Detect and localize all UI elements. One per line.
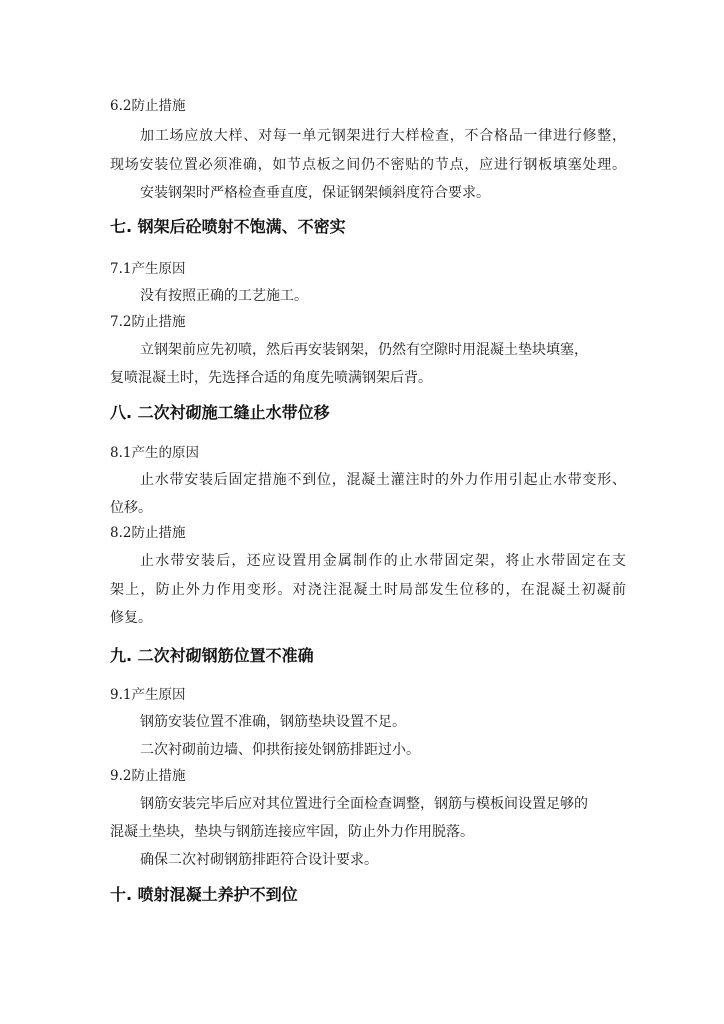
subsection-9-1-label: 9.1产生原因	[110, 687, 186, 703]
paragraph-line: 混凝土垫块，垫块与钢筋连接应牢固，防止外力作用脱落。	[110, 824, 474, 840]
paragraph-line: 确保二次衬砌钢筋排距符合设计要求。	[140, 852, 378, 868]
subsection-6-2-label: 6.2防止措施	[110, 98, 186, 114]
subsection-8-1-label: 8.1产生的原因	[110, 445, 199, 461]
section-10-heading: 十. 喷射混凝土养护不到位	[110, 885, 298, 904]
paragraph-line: 架上，防止外力作用变形。对浇注混凝土时局部发生位移的，在混凝土初凝前	[110, 582, 626, 598]
paragraph-line: 位移。	[110, 500, 152, 516]
subsection-7-1-label: 7.1产生原因	[110, 261, 186, 277]
paragraph-line: 止水带安装后，还应设置用金属制作的止水带固定架，将止水带固定在支	[140, 553, 626, 569]
paragraph-line: 钢筋安装完毕后应对其位置进行全面检查调整，钢筋与模板间设置足够的	[140, 796, 588, 812]
section-8-heading: 八. 二次衬砌施工缝止水带位移	[110, 403, 330, 422]
paragraph-line: 二次衬砌前边墙、仰拱衔接处钢筋排距过小。	[140, 742, 420, 758]
subsection-9-2-label: 9.2防止措施	[110, 768, 186, 784]
paragraph-line: 修复。	[110, 610, 152, 626]
paragraph-line: 复喷混凝土时，先选择合适的角度先喷满钢架后背。	[110, 370, 432, 386]
section-7-heading: 七. 钢架后砼喷射不饱满、不密实	[110, 217, 346, 236]
paragraph-line: 钢筋安装位置不准确，钢筋垫块设置不足。	[140, 714, 406, 730]
paragraph-line: 没有按照正确的工艺施工。	[140, 288, 308, 304]
section-9-heading: 九. 二次衬砌钢筋位置不准确	[110, 646, 314, 665]
paragraph-line: 立钢架前应先初喷，然后再安装钢架，仍然有空隙时用混凝土垫块填塞，	[140, 342, 588, 358]
subsection-8-2-label: 8.2防止措施	[110, 525, 186, 541]
paragraph-line: 加工场应放大样、对每一单元钢架进行大样检查，不合格品一律进行修整，	[140, 128, 626, 144]
paragraph-line: 止水带安装后固定措施不到位，混凝土灌注时的外力作用引起止水带变形、	[140, 472, 626, 488]
paragraph-line: 安装钢架时严格检查垂直度，保证钢架倾斜度符合要求。	[140, 185, 490, 201]
subsection-7-2-label: 7.2防止措施	[110, 314, 186, 330]
paragraph-line: 现场安装位置必须准确，如节点板之间仍不密贴的节点，应进行钢板填塞处理。	[110, 157, 626, 173]
